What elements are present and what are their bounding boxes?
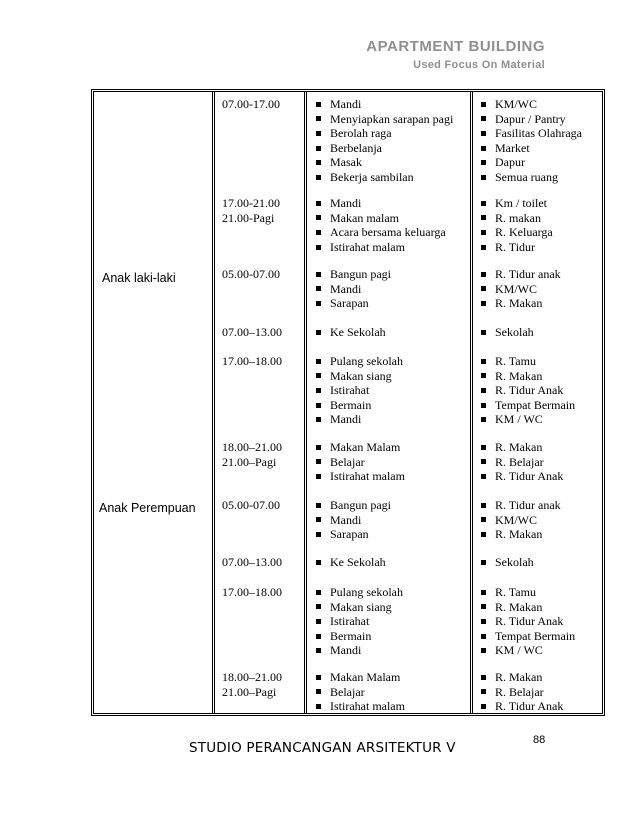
- bullet-icon: [481, 619, 486, 624]
- space-item: [481, 225, 553, 240]
- bullet-icon: [481, 403, 486, 408]
- time-cell: 05.00-07.00: [222, 498, 280, 512]
- bullet-icon: [481, 689, 486, 694]
- space-item-text: R. Tidur Anak: [495, 469, 564, 484]
- space-item-text: R. Tamu: [495, 354, 536, 368]
- space-item-text: R. Belajar: [495, 454, 544, 469]
- bullet-icon: [481, 272, 486, 277]
- category-label: Anak Perempuan: [99, 501, 196, 515]
- bullet-icon: [481, 517, 486, 522]
- space-item-text: KM/WC: [495, 281, 537, 296]
- space-item-text: R. Makan: [495, 599, 543, 614]
- bullet-icon: [316, 359, 321, 364]
- activity-item: [316, 455, 365, 470]
- activity-item: [316, 325, 386, 340]
- space-item: [481, 440, 542, 455]
- space-item-text: R. Makan: [495, 368, 543, 383]
- space-item: [481, 498, 561, 513]
- bullet-icon: [316, 590, 321, 595]
- activity-item-text: Menyiapkan sarapan pagi: [330, 111, 454, 126]
- bullet-icon: [316, 403, 321, 408]
- time-cell: 05.00-07.00: [222, 267, 280, 281]
- column-divider: [470, 92, 473, 713]
- activity-item: [316, 112, 453, 127]
- time-cell: 07.00–13.00: [222, 555, 282, 569]
- bullet-icon: [316, 517, 321, 522]
- space-item: [481, 527, 542, 542]
- space-item: [481, 398, 575, 413]
- activity-table: [91, 89, 605, 716]
- time-cell: 07.00–13.00: [222, 325, 282, 339]
- activity-item: [316, 170, 414, 185]
- activity-item-text: Pulang sekolah: [330, 354, 403, 368]
- activity-item: [316, 600, 392, 615]
- bullet-icon: [481, 102, 486, 107]
- space-item: [481, 383, 563, 398]
- activity-item-text: Ke Sekolah: [330, 555, 386, 569]
- activity-item: [316, 498, 391, 513]
- activity-item: [316, 412, 361, 427]
- activity-item-text: Mandi: [330, 412, 362, 427]
- space-item-text: Km / toilet: [495, 196, 547, 210]
- space-item: [481, 211, 541, 226]
- bullet-icon: [316, 532, 321, 537]
- bullet-icon: [316, 272, 321, 277]
- activity-item-text: Istirahat: [330, 614, 370, 629]
- activity-item: [316, 469, 405, 484]
- bullet-icon: [481, 201, 486, 206]
- bullet-icon: [316, 417, 321, 422]
- space-item: [481, 455, 544, 470]
- activity-item-text: Bangun pagi: [330, 267, 391, 281]
- bullet-icon: [316, 131, 321, 136]
- bullet-icon: [316, 704, 321, 709]
- space-item: [481, 196, 547, 211]
- bullet-icon: [316, 146, 321, 151]
- bullet-icon: [481, 131, 486, 136]
- activity-item-text: Bermain: [330, 628, 372, 643]
- activity-item-text: Mandi: [330, 643, 362, 658]
- space-item: [481, 600, 542, 615]
- time-cell: 17.00–18.00: [222, 585, 282, 599]
- space-item-text: Sekolah: [495, 555, 534, 569]
- activity-item-text: Istirahat malam: [330, 239, 405, 254]
- bullet-icon: [316, 230, 321, 235]
- activity-item: [316, 267, 391, 282]
- space-item-text: Semua ruang: [495, 170, 558, 184]
- bullet-icon: [481, 459, 486, 464]
- bullet-icon: [316, 675, 321, 680]
- space-item: [481, 325, 534, 340]
- space-item-text: Tempat Bermain: [495, 628, 576, 643]
- space-item: [481, 112, 566, 127]
- activity-item-text: Makan Malam: [330, 670, 401, 684]
- activity-item: [316, 527, 369, 542]
- activity-item-text: Mandi: [330, 97, 362, 111]
- bullet-icon: [316, 604, 321, 609]
- time-cell: 07.00-17.00: [222, 97, 280, 111]
- space-item: [481, 126, 582, 141]
- bullet-icon: [481, 648, 486, 653]
- space-item: [481, 643, 543, 658]
- bullet-icon: [481, 532, 486, 537]
- activity-item-text: Pulang sekolah: [330, 585, 403, 599]
- space-item-text: KM / WC: [495, 412, 543, 427]
- space-item: [481, 354, 536, 369]
- space-item-text: R. Makan: [495, 527, 543, 542]
- space-item: [481, 555, 534, 570]
- space-item-text: KM/WC: [495, 512, 537, 527]
- activity-item-text: Sarapan: [330, 296, 369, 311]
- activity-item-text: Berolah raga: [330, 126, 392, 141]
- space-item: [481, 97, 537, 112]
- header-title: APARTMENT BUILDING: [366, 38, 545, 55]
- activity-item-text: Makan siang: [330, 368, 392, 383]
- activity-item: [316, 155, 362, 170]
- bullet-icon: [316, 330, 321, 335]
- bullet-icon: [481, 116, 486, 121]
- space-item: [481, 369, 542, 384]
- space-item-text: R. Belajar: [495, 684, 544, 699]
- bullet-icon: [316, 689, 321, 694]
- activity-item: [316, 614, 369, 629]
- bullet-icon: [316, 445, 321, 450]
- time-cell: 17.00–18.00: [222, 354, 282, 368]
- space-item: [481, 629, 575, 644]
- activity-item: [316, 196, 361, 211]
- bullet-icon: [481, 634, 486, 639]
- bullet-icon: [481, 590, 486, 595]
- bullet-icon: [316, 503, 321, 508]
- bullet-icon: [316, 301, 321, 306]
- space-item-text: Sekolah: [495, 325, 534, 339]
- activity-item-text: Berbelanja: [330, 140, 382, 155]
- time-cell: 18.00–21.00: [222, 440, 282, 454]
- activity-item: [316, 685, 365, 700]
- time-cell: 21.00–Pagi: [222, 684, 277, 699]
- activity-item-text: Istirahat malam: [330, 699, 405, 714]
- space-item: [481, 296, 542, 311]
- activity-item: [316, 369, 392, 384]
- bullet-icon: [316, 201, 321, 206]
- bullet-icon: [316, 634, 321, 639]
- activity-item-text: Sarapan: [330, 527, 369, 542]
- activity-item: [316, 555, 386, 570]
- bullet-icon: [481, 675, 486, 680]
- bullet-icon: [316, 116, 321, 121]
- bullet-icon: [481, 230, 486, 235]
- bullet-icon: [481, 373, 486, 378]
- activity-item: [316, 643, 361, 658]
- bullet-icon: [481, 175, 486, 180]
- bullet-icon: [316, 215, 321, 220]
- bullet-icon: [481, 560, 486, 565]
- space-item-text: R. Tidur anak: [495, 498, 561, 512]
- bullet-icon: [316, 648, 321, 653]
- bullet-icon: [316, 102, 321, 107]
- space-item: [481, 412, 543, 427]
- space-item-text: R. Keluarga: [495, 225, 553, 240]
- space-item: [481, 170, 558, 185]
- bullet-icon: [481, 359, 486, 364]
- activity-item: [316, 629, 371, 644]
- space-item-text: R. Tidur Anak: [495, 699, 564, 714]
- space-item-text: Dapur: [495, 155, 525, 170]
- time-cell: 17.00-21.00: [222, 196, 280, 210]
- activity-item: [316, 225, 446, 240]
- activity-item-text: Istirahat: [330, 383, 370, 398]
- column-divider: [212, 92, 215, 713]
- bullet-icon: [316, 160, 321, 165]
- activity-item: [316, 398, 371, 413]
- space-item: [481, 282, 537, 297]
- activity-item: [316, 513, 361, 528]
- bullet-icon: [316, 388, 321, 393]
- bullet-icon: [481, 330, 486, 335]
- space-item: [481, 155, 525, 170]
- bullet-icon: [316, 619, 321, 624]
- bullet-icon: [481, 474, 486, 479]
- activity-item: [316, 383, 369, 398]
- bullet-icon: [316, 175, 321, 180]
- activity-item: [316, 141, 382, 156]
- activity-item: [316, 670, 400, 685]
- activity-item-text: Mandi: [330, 281, 362, 296]
- activity-item-text: Mandi: [330, 196, 362, 210]
- space-item-text: R. Makan: [495, 296, 543, 311]
- space-item-text: R. Makan: [495, 670, 543, 684]
- space-item: [481, 670, 542, 685]
- space-item-text: KM/WC: [495, 97, 537, 111]
- space-item-text: KM / WC: [495, 643, 543, 658]
- activity-item-text: Bekerja sambilan: [330, 170, 414, 184]
- space-item-text: Tempat Bermain: [495, 397, 576, 412]
- space-item: [481, 585, 536, 600]
- space-item: [481, 141, 530, 156]
- bullet-icon: [316, 560, 321, 565]
- activity-item-text: Makan malam: [330, 210, 399, 225]
- header-subtitle: Used Focus On Material: [413, 59, 545, 71]
- space-item-text: R. makan: [495, 210, 541, 225]
- activity-item-text: Bangun pagi: [330, 498, 391, 512]
- bullet-icon: [481, 388, 486, 393]
- space-item: [481, 614, 563, 629]
- activity-item-text: Masak: [330, 155, 362, 170]
- bullet-icon: [316, 245, 321, 250]
- space-item-text: Market: [495, 140, 530, 155]
- space-item-text: R. Tamu: [495, 585, 536, 599]
- space-item-text: Dapur / Pantry: [495, 111, 566, 126]
- activity-item-text: Bermain: [330, 397, 372, 412]
- activity-item: [316, 97, 361, 112]
- space-item-text: R. Tidur: [495, 239, 536, 254]
- space-item: [481, 699, 563, 714]
- activity-item: [316, 211, 399, 226]
- bullet-icon: [316, 286, 321, 291]
- category-label: Anak laki-laki: [102, 271, 176, 285]
- bullet-icon: [316, 373, 321, 378]
- bullet-icon: [316, 459, 321, 464]
- bullet-icon: [481, 503, 486, 508]
- activity-item-text: Makan siang: [330, 599, 392, 614]
- activity-item: [316, 585, 403, 600]
- space-item: [481, 240, 535, 255]
- bullet-icon: [481, 215, 486, 220]
- activity-item-text: Ke Sekolah: [330, 325, 386, 339]
- space-item-text: Fasilitas Olahraga: [495, 126, 582, 141]
- bullet-icon: [481, 445, 486, 450]
- time-cell: 18.00–21.00: [222, 670, 282, 684]
- page-number: 88: [533, 734, 546, 746]
- space-item: [481, 267, 561, 282]
- bullet-icon: [481, 604, 486, 609]
- bullet-icon: [481, 301, 486, 306]
- activity-item: [316, 282, 361, 297]
- space-item-text: R. Tidur Anak: [495, 383, 564, 398]
- activity-item-text: Istirahat malam: [330, 469, 405, 484]
- space-item: [481, 469, 563, 484]
- bullet-icon: [481, 417, 486, 422]
- time-cell: 21.00–Pagi: [222, 454, 277, 469]
- activity-item: [316, 126, 392, 141]
- bullet-icon: [481, 286, 486, 291]
- activity-item-text: Belajar: [330, 684, 365, 699]
- footer-text: STUDIO PERANCANGAN ARSITEKTUR V: [189, 740, 456, 756]
- space-item-text: R. Tidur anak: [495, 267, 561, 281]
- activity-item: [316, 440, 400, 455]
- time-cell: 21.00-Pagi: [222, 210, 275, 225]
- activity-item-text: Acara bersama keluarga: [330, 225, 446, 240]
- activity-item: [316, 699, 405, 714]
- activity-item-text: Mandi: [330, 512, 362, 527]
- column-divider: [304, 92, 307, 713]
- activity-item-text: Makan Malam: [330, 440, 401, 454]
- space-item-text: R. Tidur Anak: [495, 614, 564, 629]
- bullet-icon: [481, 704, 486, 709]
- space-item-text: R. Makan: [495, 440, 543, 454]
- activity-item-text: Belajar: [330, 454, 365, 469]
- bullet-icon: [481, 245, 486, 250]
- activity-item: [316, 354, 403, 369]
- activity-item: [316, 240, 405, 255]
- bullet-icon: [316, 474, 321, 479]
- activity-item: [316, 296, 369, 311]
- space-item: [481, 685, 544, 700]
- space-item: [481, 513, 537, 528]
- bullet-icon: [481, 160, 486, 165]
- bullet-icon: [481, 146, 486, 151]
